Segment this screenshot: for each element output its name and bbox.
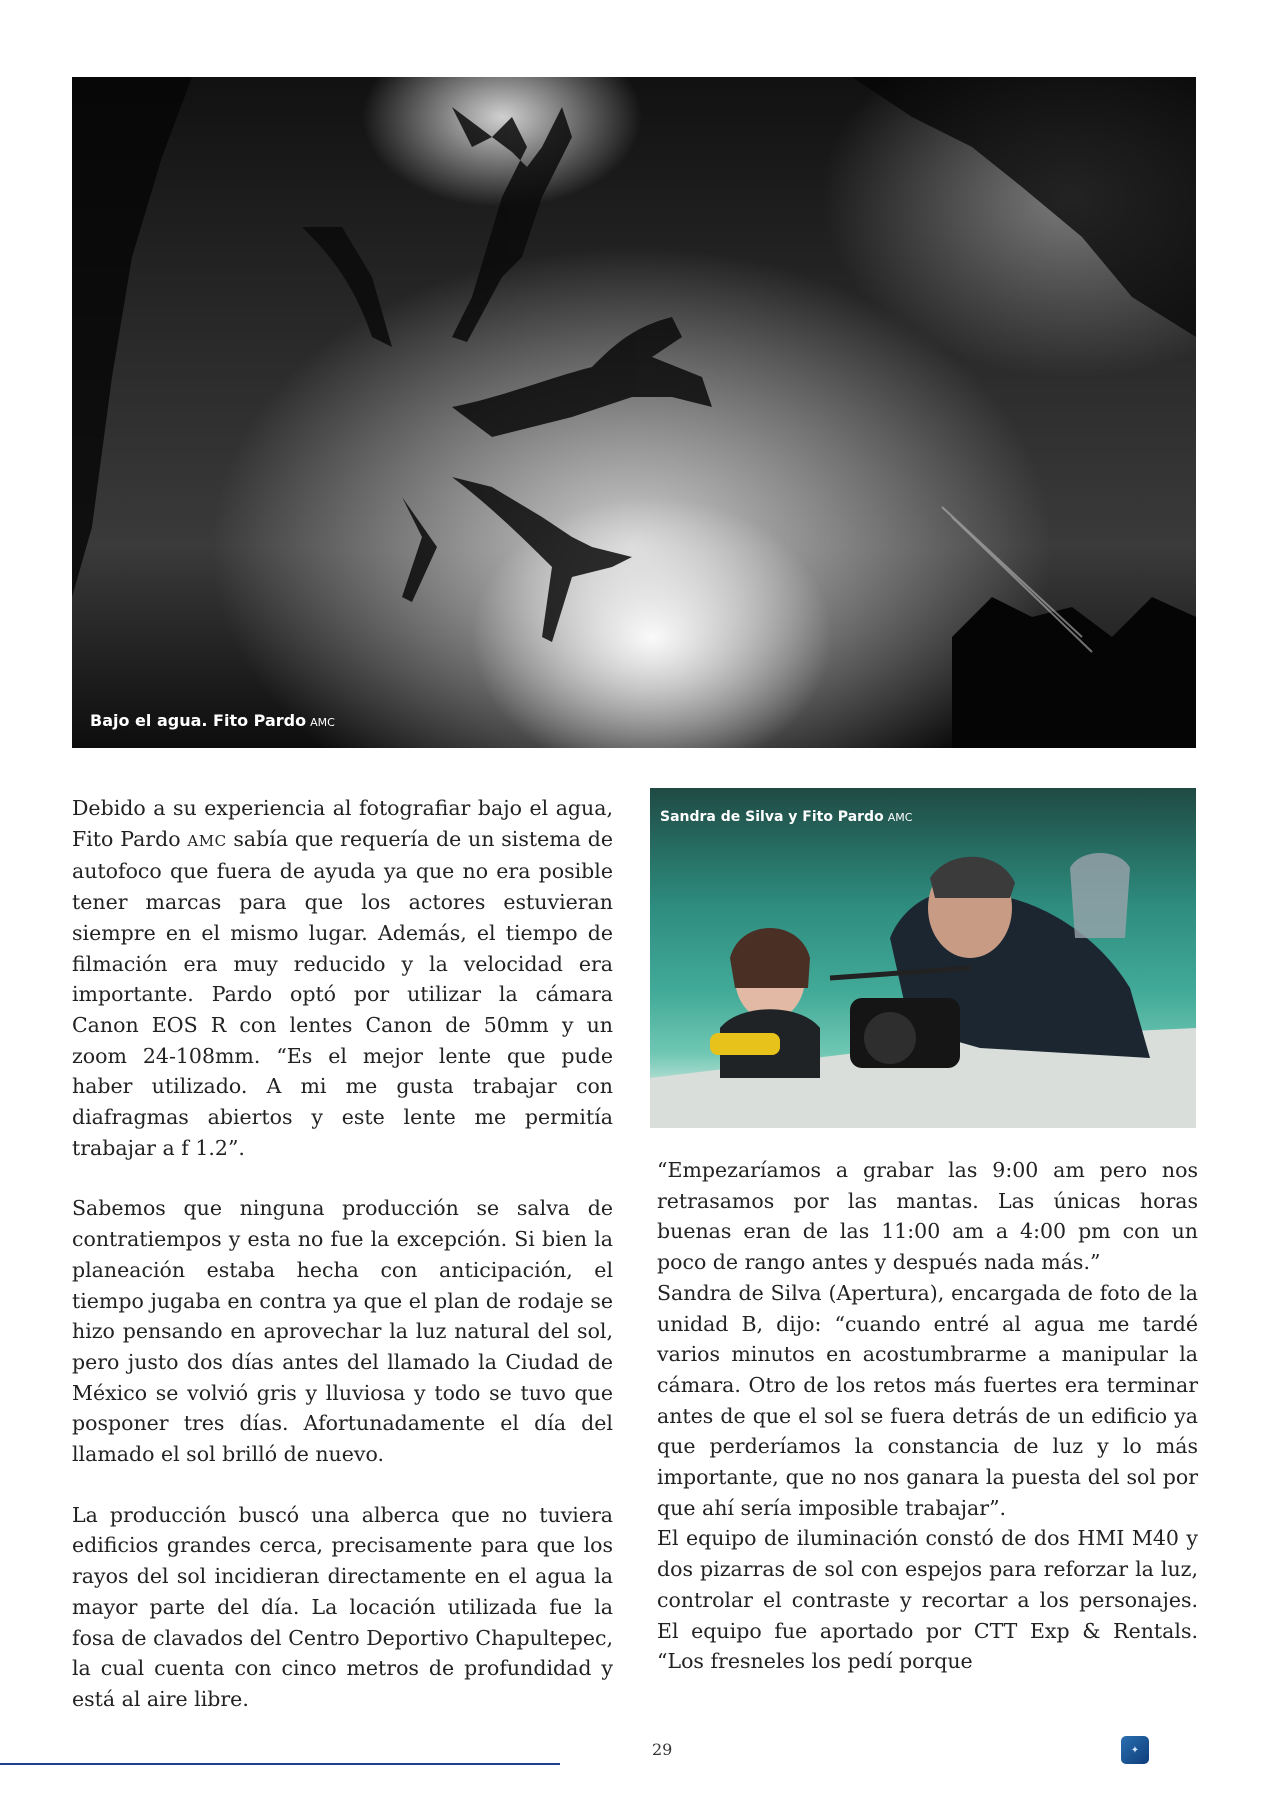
pool-photo [650,788,1196,1128]
page-number: 29 [652,1740,673,1759]
left-paragraph-2: Sabemos que ninguna producción se salva de contratiempos y esta no fue la excepción. Si bien la planeación estaba hecha con anticipación, el tiempo jugaba en contra ya que el plan de rodaje se hizo pensando en aprovechar la luz natural del sol, pero justo dos días antes del llamado la Ciudad de México se volvió gris y lluviosa y todo se tuvo que posponer tres días. Afortunadamente el día del llamado el sol brilló de nuevo. [72,1196,613,1467]
underwater-silhouettes [72,77,1196,748]
pool-scene [650,788,1196,1128]
left-p1-amc: AMC [187,831,227,850]
hero-caption [90,711,335,730]
right-paragraph-3: El equipo de iluminación constó de dos HMI M40 y dos pizarras de sol con espejos para reforzar la luz, controlar el contraste y recortar a los personajes. El equipo fue aportado por CTT Exp & Rentals. “Los fresneles los pedí porque [657,1526,1198,1674]
right-paragraph-1: “Empezaríamos a grabar las 9:00 am pero nos retrasamos por las mantas. Las únicas horas buenas eran de las 11:00 am a 4:00 pm con un poco de rango antes y después nada más.” [657,1158,1198,1275]
left-column [72,793,613,1715]
footer-rule [0,1763,560,1765]
right-column [657,1155,1198,1677]
left-p1-text-b: sabía que requería de un sistema de autofoco que fuera de ayuda ya que no era posible tener marcas para que los actores estuvieran siempre en el mismo lugar. Además, el tiempo de filmación era muy reducido y la velocidad era importante. Pardo optó por utilizar la cámara Canon EOS R con lentes Canon de 50mm y un zoom 24-108mm. “Es el mejor lente que pude haber utilizado. A mi me gusta trabajar con diafragmas abiertos y este lente me permitía trabajar a f 1.2”. [72,826,613,1160]
magazine-logo-icon: ✦ [1121,1736,1149,1764]
yellow-mask [710,1033,780,1055]
underwater-photo [72,77,1196,748]
hero-caption-suffix: AMC [310,716,335,729]
right-paragraph-2: Sandra de Silva (Apertura), encargada de foto de la unidad B, dijo: “cuando entré al agua me tardé varios minutos en acostumbrarme a manipular la cámara. Otro de los retos más fuertes era terminar antes de que el sol se fuera detrás de un edificio ya que perderíamos la constancia de luz y lo más importante, que no nos ganara la puesta del sol por que ahí sería imposible trabajar”. [657,1280,1198,1520]
pool-caption-suffix: AMC [887,811,913,824]
left-paragraph-3: La producción buscó una alberca que no tuviera edificios grandes cerca, precisamente para que los rayos del sol incidieran directamente en el agua la mayor parte del día. La locación utilizada fue la fosa de clavados del Centro Deportivo Chapultepec, la cual cuenta con cinco metros de profundidad y está al aire libre. [72,1502,613,1711]
left-p1-text-a: Debido a su experiencia al fotografiar bajo el agua, Fito Pardo [72,796,613,851]
hero-caption-main: Bajo el agua. Fito Pardo [90,711,307,730]
pool-caption-main: Sandra de Silva y Fito Pardo [660,809,884,825]
left-paragraph-1 [72,793,613,1163]
pool-caption [660,809,912,825]
